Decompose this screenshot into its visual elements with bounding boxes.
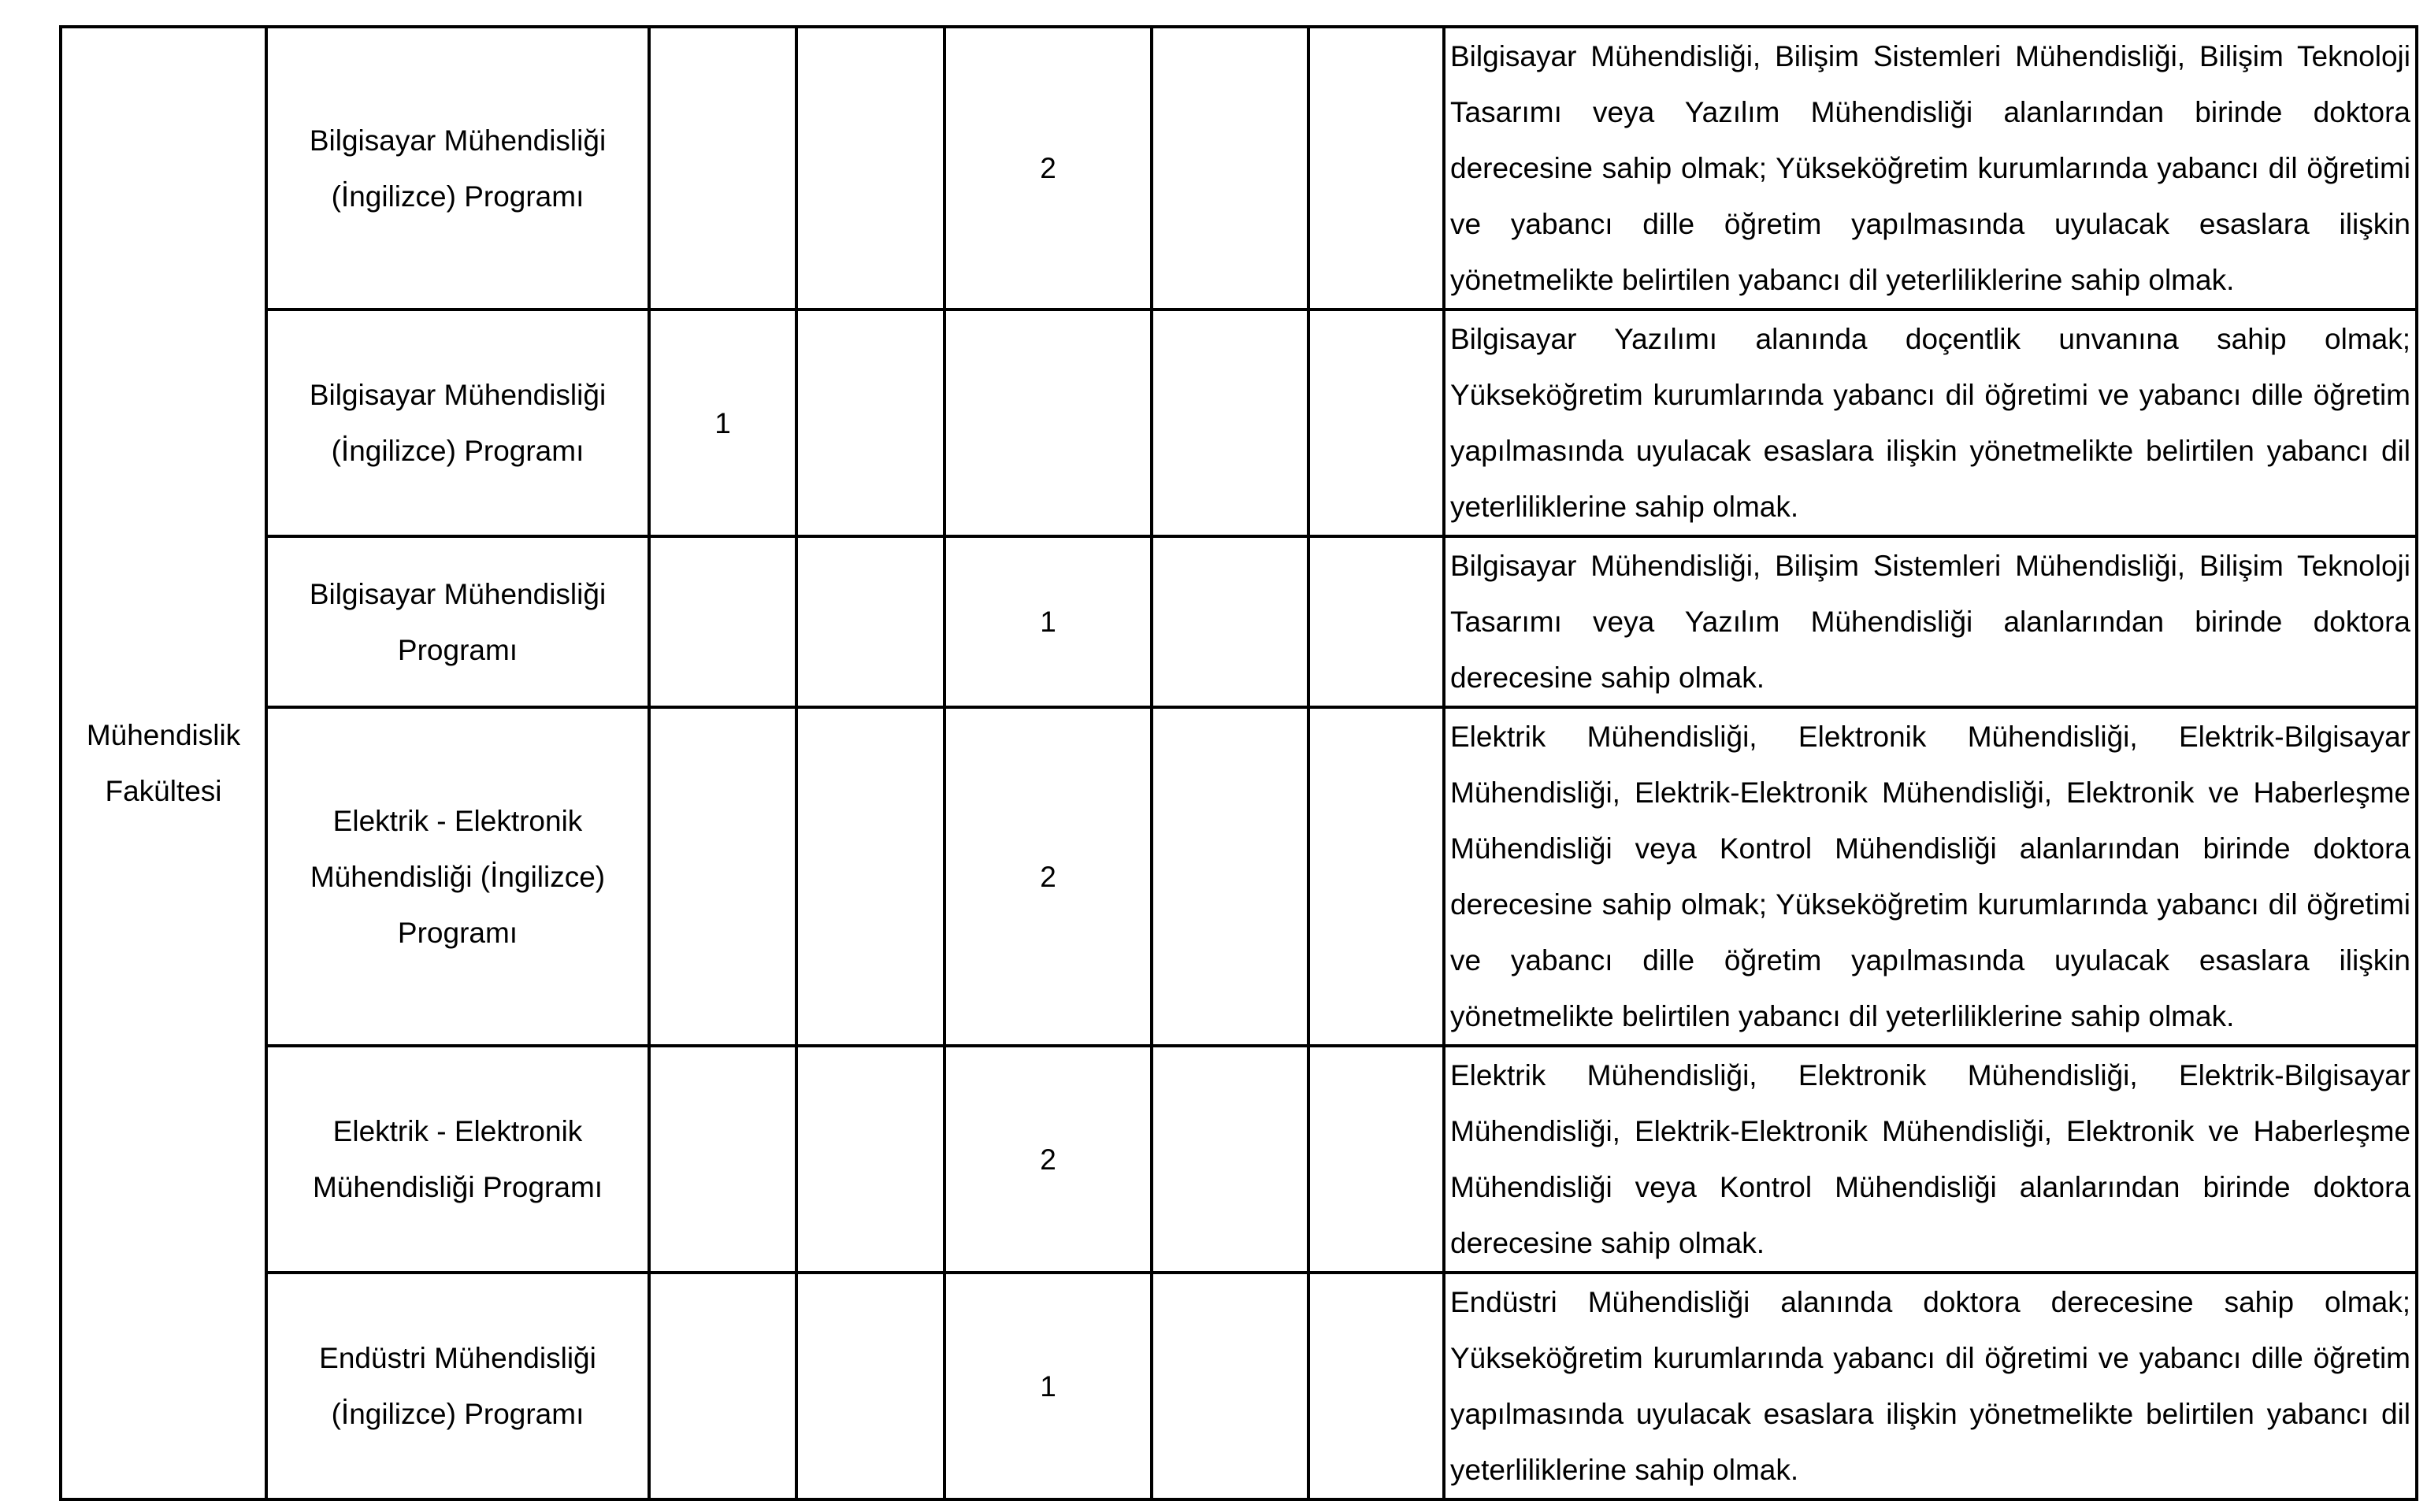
count-cell <box>1152 27 1308 309</box>
count-cell: 2 <box>944 707 1152 1046</box>
requirement-cell: Elektrik Mühendisliği, Elektronik Mühendisliği, Elektrik-Bilgisayar Mühendisliği, Elektrik-Elektronik Mühendisliği, Elektronik ve Haberleşme Mühendisliği veya Kontrol Mühendisliği alanlarından birinde doktora derecesine sahip olmak. <box>1444 1046 2417 1273</box>
count-cell <box>649 27 796 309</box>
program-cell: Endüstri Mühendisliği (İngilizce) Programı <box>266 1273 649 1499</box>
count-cell <box>1152 1046 1308 1273</box>
position-table <box>59 25 2418 1501</box>
count-cell <box>796 1046 944 1273</box>
count-cell <box>649 1273 796 1499</box>
program-cell: Bilgisayar Mühendisliği (İngilizce) Programı <box>266 27 649 309</box>
count-cell <box>1152 707 1308 1046</box>
count-cell <box>1152 309 1308 536</box>
faculty-cell: Mühendislik Fakültesi <box>61 27 266 1499</box>
requirement-cell: Elektrik Mühendisliği, Elektronik Mühendisliği, Elektrik-Bilgisayar Mühendisliği, Elektrik-Elektronik Mühendisliği, Elektronik ve Haberleşme Mühendisliği veya Kontrol Mühendisliği alanlarından birinde doktora derecesine sahip olmak; Yükseköğretim kurumlarında yabancı dil öğretimi ve yabancı dille öğretim yapılmasında uyulacak esaslara ilişkin yönetmelikte belirtilen yabancı dil yeterliliklerine sahip olmak. <box>1444 707 2417 1046</box>
count-cell <box>796 1273 944 1499</box>
table-row <box>61 1273 2417 1499</box>
requirement-cell: Bilgisayar Mühendisliği, Bilişim Sistemleri Mühendisliği, Bilişim Teknoloji Tasarımı veya Yazılım Mühendisliği alanlarından birinde doktora derecesine sahip olmak; Yükseköğretim kurumlarında yabancı dil öğretimi ve yabancı dille öğretim yapılmasında uyulacak esaslara ilişkin yönetmelikte belirtilen yabancı dil yeterliliklerine sahip olmak. <box>1444 27 2417 309</box>
count-cell <box>1308 707 1444 1046</box>
count-cell: 1 <box>944 1273 1152 1499</box>
table-row <box>61 309 2417 536</box>
program-cell: Bilgisayar Mühendisliği (İngilizce) Programı <box>266 309 649 536</box>
requirement-cell: Bilgisayar Yazılımı alanında doçentlik unvanına sahip olmak; Yükseköğretim kurumlarında yabancı dil öğretimi ve yabancı dille öğretim yapılmasında uyulacak esaslara ilişkin yönetmelikte belirtilen yabancı dil yeterliliklerine sahip olmak. <box>1444 309 2417 536</box>
count-cell <box>1308 536 1444 707</box>
count-cell <box>1308 1273 1444 1499</box>
count-cell: 1 <box>944 536 1152 707</box>
count-cell <box>1152 536 1308 707</box>
program-cell: Elektrik - Elektronik Mühendisliği Programı <box>266 1046 649 1273</box>
count-cell <box>1308 27 1444 309</box>
count-cell <box>944 309 1152 536</box>
count-cell <box>796 536 944 707</box>
program-cell: Elektrik - Elektronik Mühendisliği (İngilizce) Programı <box>266 707 649 1046</box>
count-cell <box>649 707 796 1046</box>
count-cell <box>1308 309 1444 536</box>
table-row <box>61 1046 2417 1273</box>
count-cell <box>1308 1046 1444 1273</box>
count-cell: 2 <box>944 27 1152 309</box>
table-row <box>61 27 2417 309</box>
count-cell <box>1152 1273 1308 1499</box>
count-cell <box>796 27 944 309</box>
count-cell <box>649 536 796 707</box>
table-row <box>61 536 2417 707</box>
count-cell: 2 <box>944 1046 1152 1273</box>
count-cell <box>796 707 944 1046</box>
requirement-cell: Endüstri Mühendisliği alanında doktora derecesine sahip olmak; Yükseköğretim kurumlarında yabancı dil öğretimi ve yabancı dille öğretim yapılmasında uyulacak esaslara ilişkin yönetmelikte belirtilen yabancı dil yeterliliklerine sahip olmak. <box>1444 1273 2417 1499</box>
program-cell: Bilgisayar Mühendisliği Programı <box>266 536 649 707</box>
count-cell <box>649 1046 796 1273</box>
table-row <box>61 707 2417 1046</box>
requirement-cell: Bilgisayar Mühendisliği, Bilişim Sistemleri Mühendisliği, Bilişim Teknoloji Tasarımı veya Yazılım Mühendisliği alanlarından birinde doktora derecesine sahip olmak. <box>1444 536 2417 707</box>
count-cell <box>796 309 944 536</box>
count-cell: 1 <box>649 309 796 536</box>
